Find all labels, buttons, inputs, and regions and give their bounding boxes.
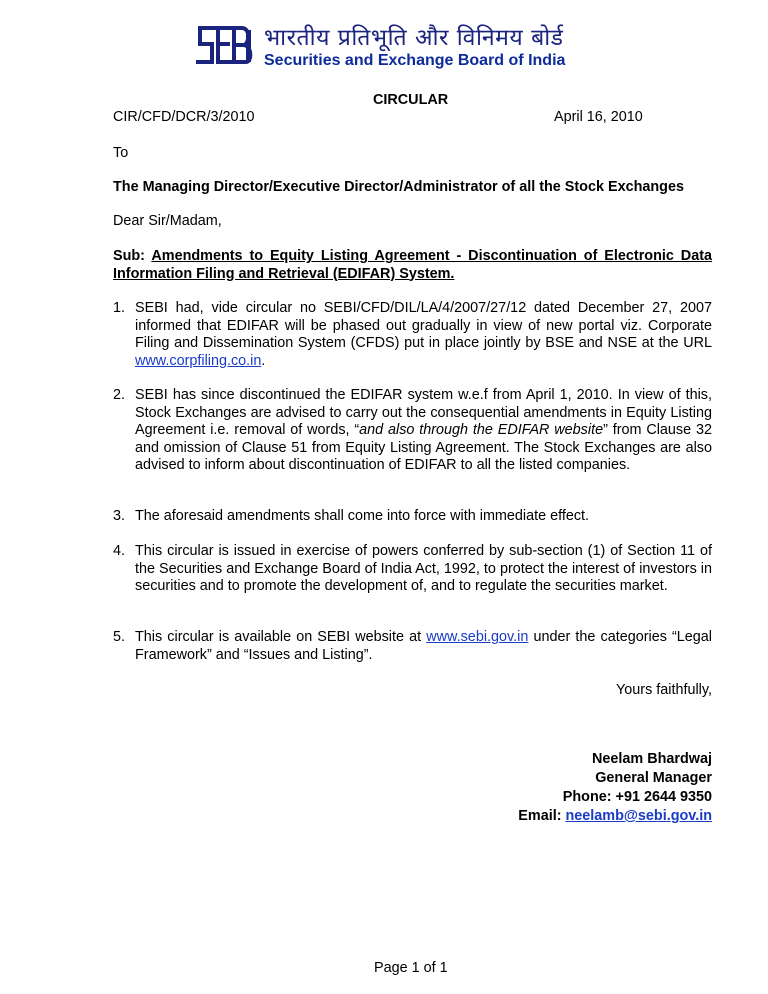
item-number: 3. [113,508,126,524]
salutation: Dear Sir/Madam, [113,213,222,229]
item-number: 2. [113,387,126,403]
signatory-designation: General Manager [595,770,712,786]
list-item [113,629,712,664]
signatory-name: Neelam Bhardwaj [592,751,712,767]
signatory-email-row [518,807,712,826]
signature-block [518,750,712,826]
corpfiling-link[interactable]: www.corpfiling.co.in [135,352,262,369]
circular-ref-number: CIR/CFD/DCR/3/2010 [113,109,255,125]
email-link[interactable]: neelamb@sebi.gov.in [565,808,712,824]
item-text: The aforesaid amendments shall come into force with immediate effect. [135,508,590,524]
addressee: The Managing Director/Executive Director/Administrator of all the Stock Exchanges [113,179,684,195]
to-label: To [113,145,129,161]
sebi-logo [196,22,254,70]
circular-date: April 16, 2010 [554,109,643,125]
subject-text: Amendments to Equity Listing Agreement - Discontinuation of Electronic Data Information Filing and Retrieval (EDIFAR) System. [113,248,712,282]
email-label: Email: [518,808,562,824]
subject-line [113,248,712,283]
list-item [113,300,712,370]
english-org-name: Securities and Exchange Board of India [264,52,566,69]
item-number: 5. [113,629,126,645]
page-number: Page 1 of 1 [374,960,448,976]
item-text: This circular is available on SEBI website at www.sebi.gov.in under the categories “Legal Framework” and “Issues and Listing”. [135,629,713,663]
closing: Yours faithfully, [616,682,712,698]
subject-prefix: Sub: [113,248,145,264]
item-text: SEBI has since discontinued the EDIFAR system w.e.f from April 1, 2010. In view of this, Stock Exchanges are advised to carry out the consequential amendments in Equity Listing Agreement i.e. removal of words, “and also through the EDIFAR website” from Clause 32 and omission of Clause 51 from Equity Listing Agreement. The Stock Exchanges are also advised to inform about discontinuation of EDIFAR to all the listed companies. [135,387,712,473]
sebi-website-link[interactable]: www.sebi.gov.in [426,629,529,645]
list-item [113,508,712,526]
item-text: SEBI had, vide circular no SEBI/CFD/DIL/LA/4/2007/27/12 dated December 27, 2007 informed that EDIFAR will be phased out gradually in view of new portal viz. Corporate Filing and Dissemination System (CFDS) put in place jointly by BSE and NSE at the URL www.corpfiling.co.in. [135,300,712,369]
document-title: CIRCULAR [373,92,449,108]
item-text: This circular is issued in exercise of powers conferred by sub-section (1) of Section 11 of the Securities and Exchange Board of India Act, 1992, to protect the interest of investors in securities and to promote the development of, and to regulate the securities market. [135,543,712,594]
hindi-org-name: भारतीय प्रतिभूति और विनिमय बोर्ड [264,25,564,51]
item-number: 1. [113,300,126,316]
list-item [113,543,712,596]
item-number: 4. [113,543,126,559]
signatory-phone: Phone: +91 2644 9350 [562,789,712,805]
list-item [113,387,712,475]
